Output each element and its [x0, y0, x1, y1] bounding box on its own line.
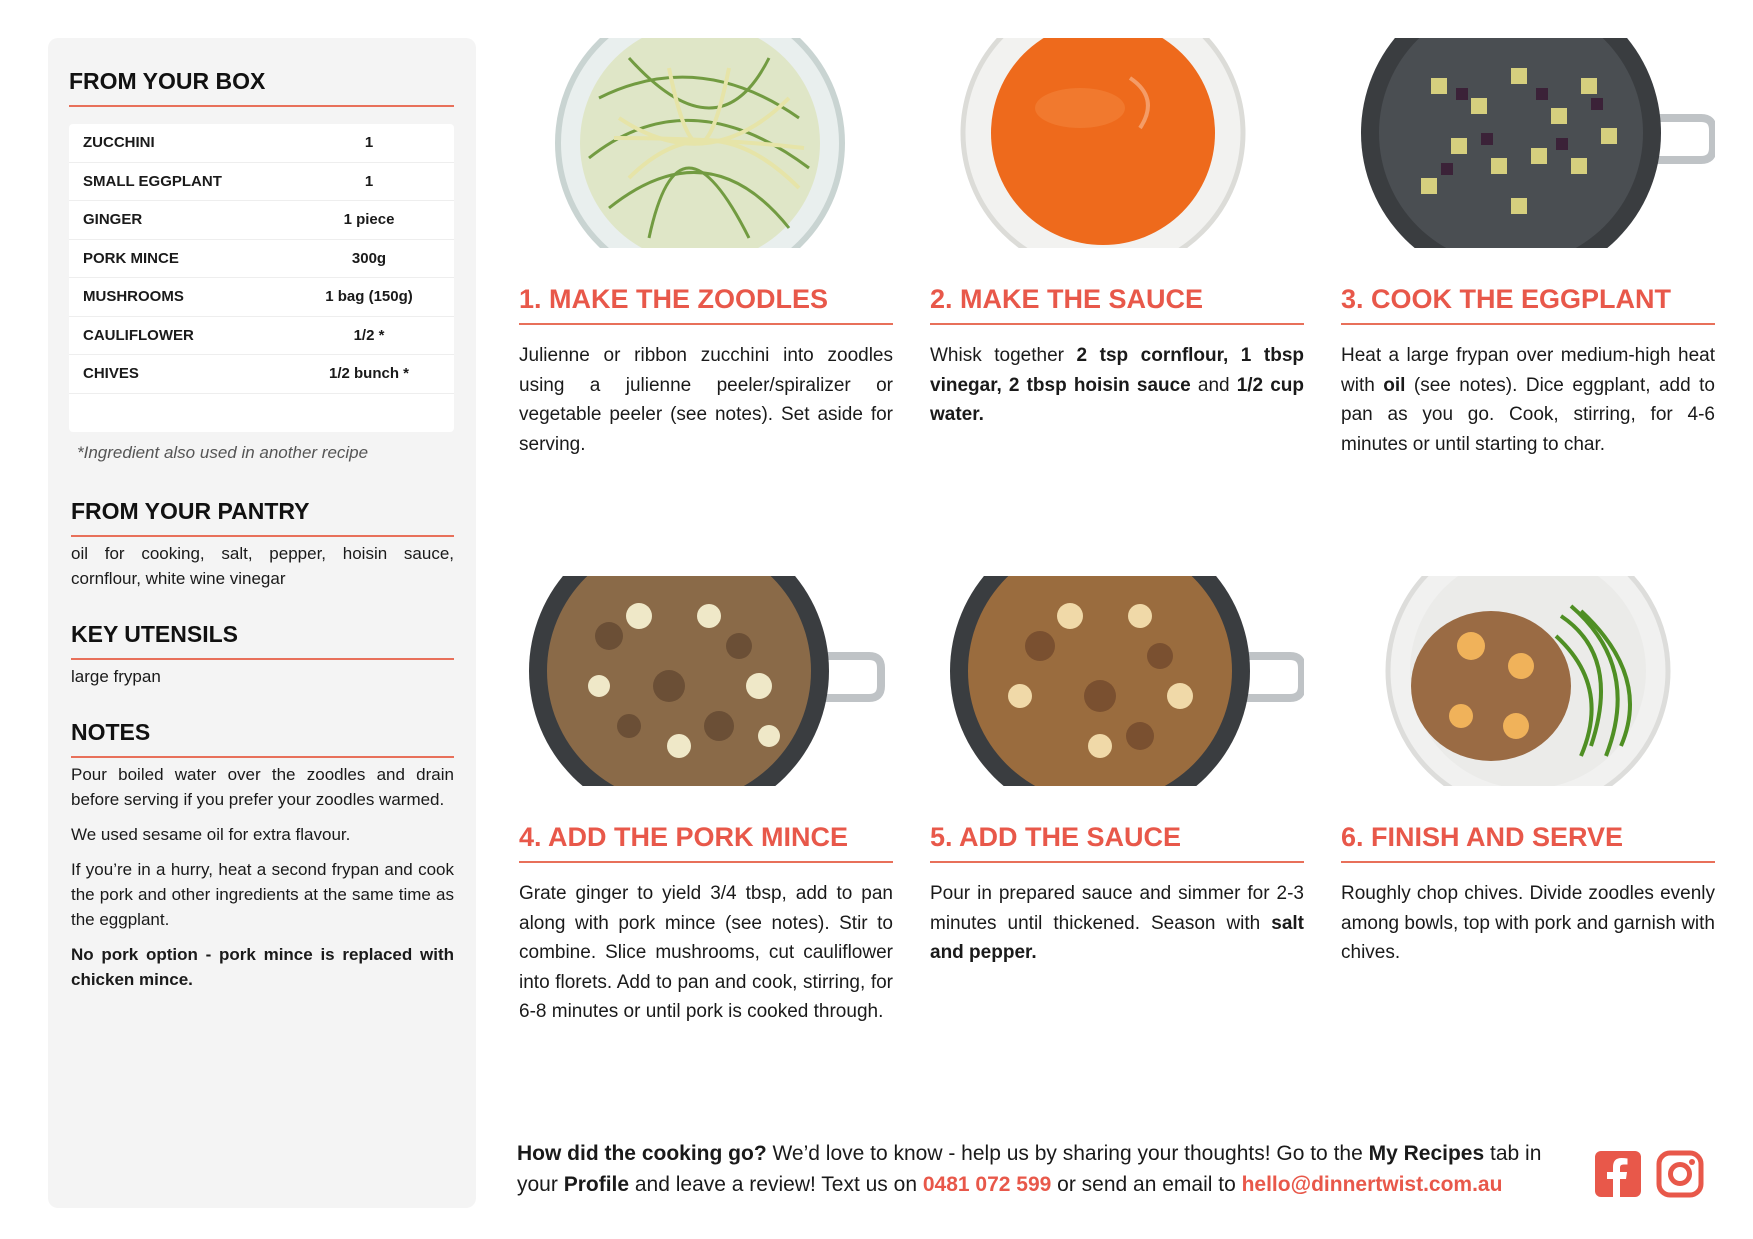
notes-heading: NOTES [71, 719, 454, 758]
step-6 [1341, 576, 1715, 968]
feedback-footer: How did the cooking go? We’d love to know - help us by sharing your thoughts! Go to the My Recipes tab in your Profile and leave a review! Text us on 0481 072 599 or send an email to hello@dinnertwist.com.au [517, 1142, 1542, 1196]
step-6-title: 6. FINISH AND SERVE [1341, 822, 1715, 863]
zoodles-bowl-image [519, 38, 893, 248]
step-1-text: Julienne or ribbon zucchini into zoodles using a julienne peeler/spiralizer or vegetable peeler (see notes). Set aside for serving. [519, 345, 893, 455]
step-2-title: 2. MAKE THE SAUCE [930, 284, 1304, 325]
ingredients-table [69, 124, 454, 432]
step-5-title: 5. ADD THE SAUCE [930, 822, 1304, 863]
note-item: No pork option - pork mince is replaced with chicken mince. [71, 945, 454, 989]
ingredient-name: CHIVES [83, 365, 139, 383]
ingredient-row [69, 240, 454, 279]
ingredient-footnote: *Ingredient also used in another recipe [77, 443, 369, 462]
sidebar [48, 38, 476, 1208]
ingredient-row [69, 163, 454, 202]
ingredient-name: GINGER [83, 211, 143, 229]
step-4-text: Grate ginger to yield 3/4 tbsp, add to pan along with pork mince (see notes). Stir to combine. Slice mushrooms, cut cauliflower into florets. Add to pan and cook, stirring, for 6-8 minutes or until pork is cooked through. [519, 883, 893, 1022]
email-link[interactable]: hello@dinnertwist.com.au [1241, 1173, 1503, 1196]
profile-label: Profile [563, 1173, 630, 1196]
ingredient-name: MUSHROOMS [83, 288, 184, 306]
note-item: If you’re in a hurry, heat a second frypan and cook the pork and other ingredients at the same time as the eggplant. [71, 860, 454, 929]
eggplant-pan-image [1341, 38, 1715, 248]
ingredient-qty: 1/2 bunch * [328, 365, 410, 383]
sauce-bowl-image [930, 38, 1304, 248]
ingredient-name: SMALL EGGPLANT [83, 172, 222, 190]
step-2 [930, 38, 1304, 430]
ingredient-row [69, 317, 454, 356]
ingredient-qty: 1/2 * [353, 326, 385, 344]
facebook-icon[interactable] [1594, 1150, 1642, 1198]
note-item: Pour boiled water over the zoodles and drain before serving if you prefer your zoodles warmed. [71, 765, 454, 809]
pantry-text: oil for cooking, salt, pepper, hoisin sauce, cornflour, white wine vinegar [71, 544, 454, 588]
sauced-pan-image [930, 576, 1304, 786]
step-1 [519, 38, 893, 459]
step-3-title: 3. COOK THE EGGPLANT [1341, 284, 1715, 325]
step-3-text: Heat a large frypan over medium-high heat with oil (see notes). Dice eggplant, add to pan as you go. Cook, stirring, for 4-6 minutes or until starting to char. [1341, 345, 1715, 455]
ingredient-name: PORK MINCE [83, 249, 179, 267]
pork-mince-pan-image [519, 576, 893, 786]
utensils-text: large frypan [71, 667, 161, 686]
phone-link[interactable]: 0481 072 599 [922, 1173, 1052, 1196]
step-6-text: Roughly chop chives. Divide zoodles evenly among bowls, top with pork and garnish with chives. [1341, 883, 1715, 963]
ingredient-name: ZUCCHINI [83, 134, 155, 152]
key-utensils-heading: KEY UTENSILS [71, 621, 454, 660]
instagram-icon[interactable] [1656, 1150, 1704, 1198]
ingredient-qty: 1 piece [343, 211, 395, 229]
ingredient-row [69, 278, 454, 317]
ingredient-qty: 1 [364, 172, 374, 190]
step-4-title: 4. ADD THE PORK MINCE [519, 822, 893, 863]
my-recipes-label: My Recipes [1368, 1142, 1485, 1165]
notes-list [71, 762, 454, 1002]
feedback-question: How did the cooking go? [517, 1142, 767, 1165]
ingredient-row [69, 124, 454, 163]
from-your-pantry-heading: FROM YOUR PANTRY [71, 498, 454, 537]
step-1-title: 1. MAKE THE ZOODLES [519, 284, 893, 325]
step-5-text: Pour in prepared sauce and simmer for 2-3 minutes until thickened. Season with salt and pepper. [930, 883, 1304, 963]
ingredient-qty: 1 [364, 134, 374, 152]
step-3 [1341, 38, 1715, 459]
from-your-box-heading: FROM YOUR BOX [69, 68, 454, 107]
step-2-text: Whisk together 2 tsp cornflour, 1 tbsp vinegar, 2 tbsp hoisin sauce and 1/2 cup water. [930, 345, 1305, 425]
ingredient-name: CAULIFLOWER [83, 326, 194, 344]
ingredient-row [69, 201, 454, 240]
step-4 [519, 576, 893, 1027]
note-item: We used sesame oil for extra flavour. [71, 825, 351, 844]
ingredient-row [69, 355, 454, 394]
ingredient-qty: 1 bag (150g) [325, 288, 413, 306]
step-5 [930, 576, 1304, 968]
finished-bowl-image [1341, 576, 1715, 786]
ingredient-qty: 300g [351, 249, 387, 267]
